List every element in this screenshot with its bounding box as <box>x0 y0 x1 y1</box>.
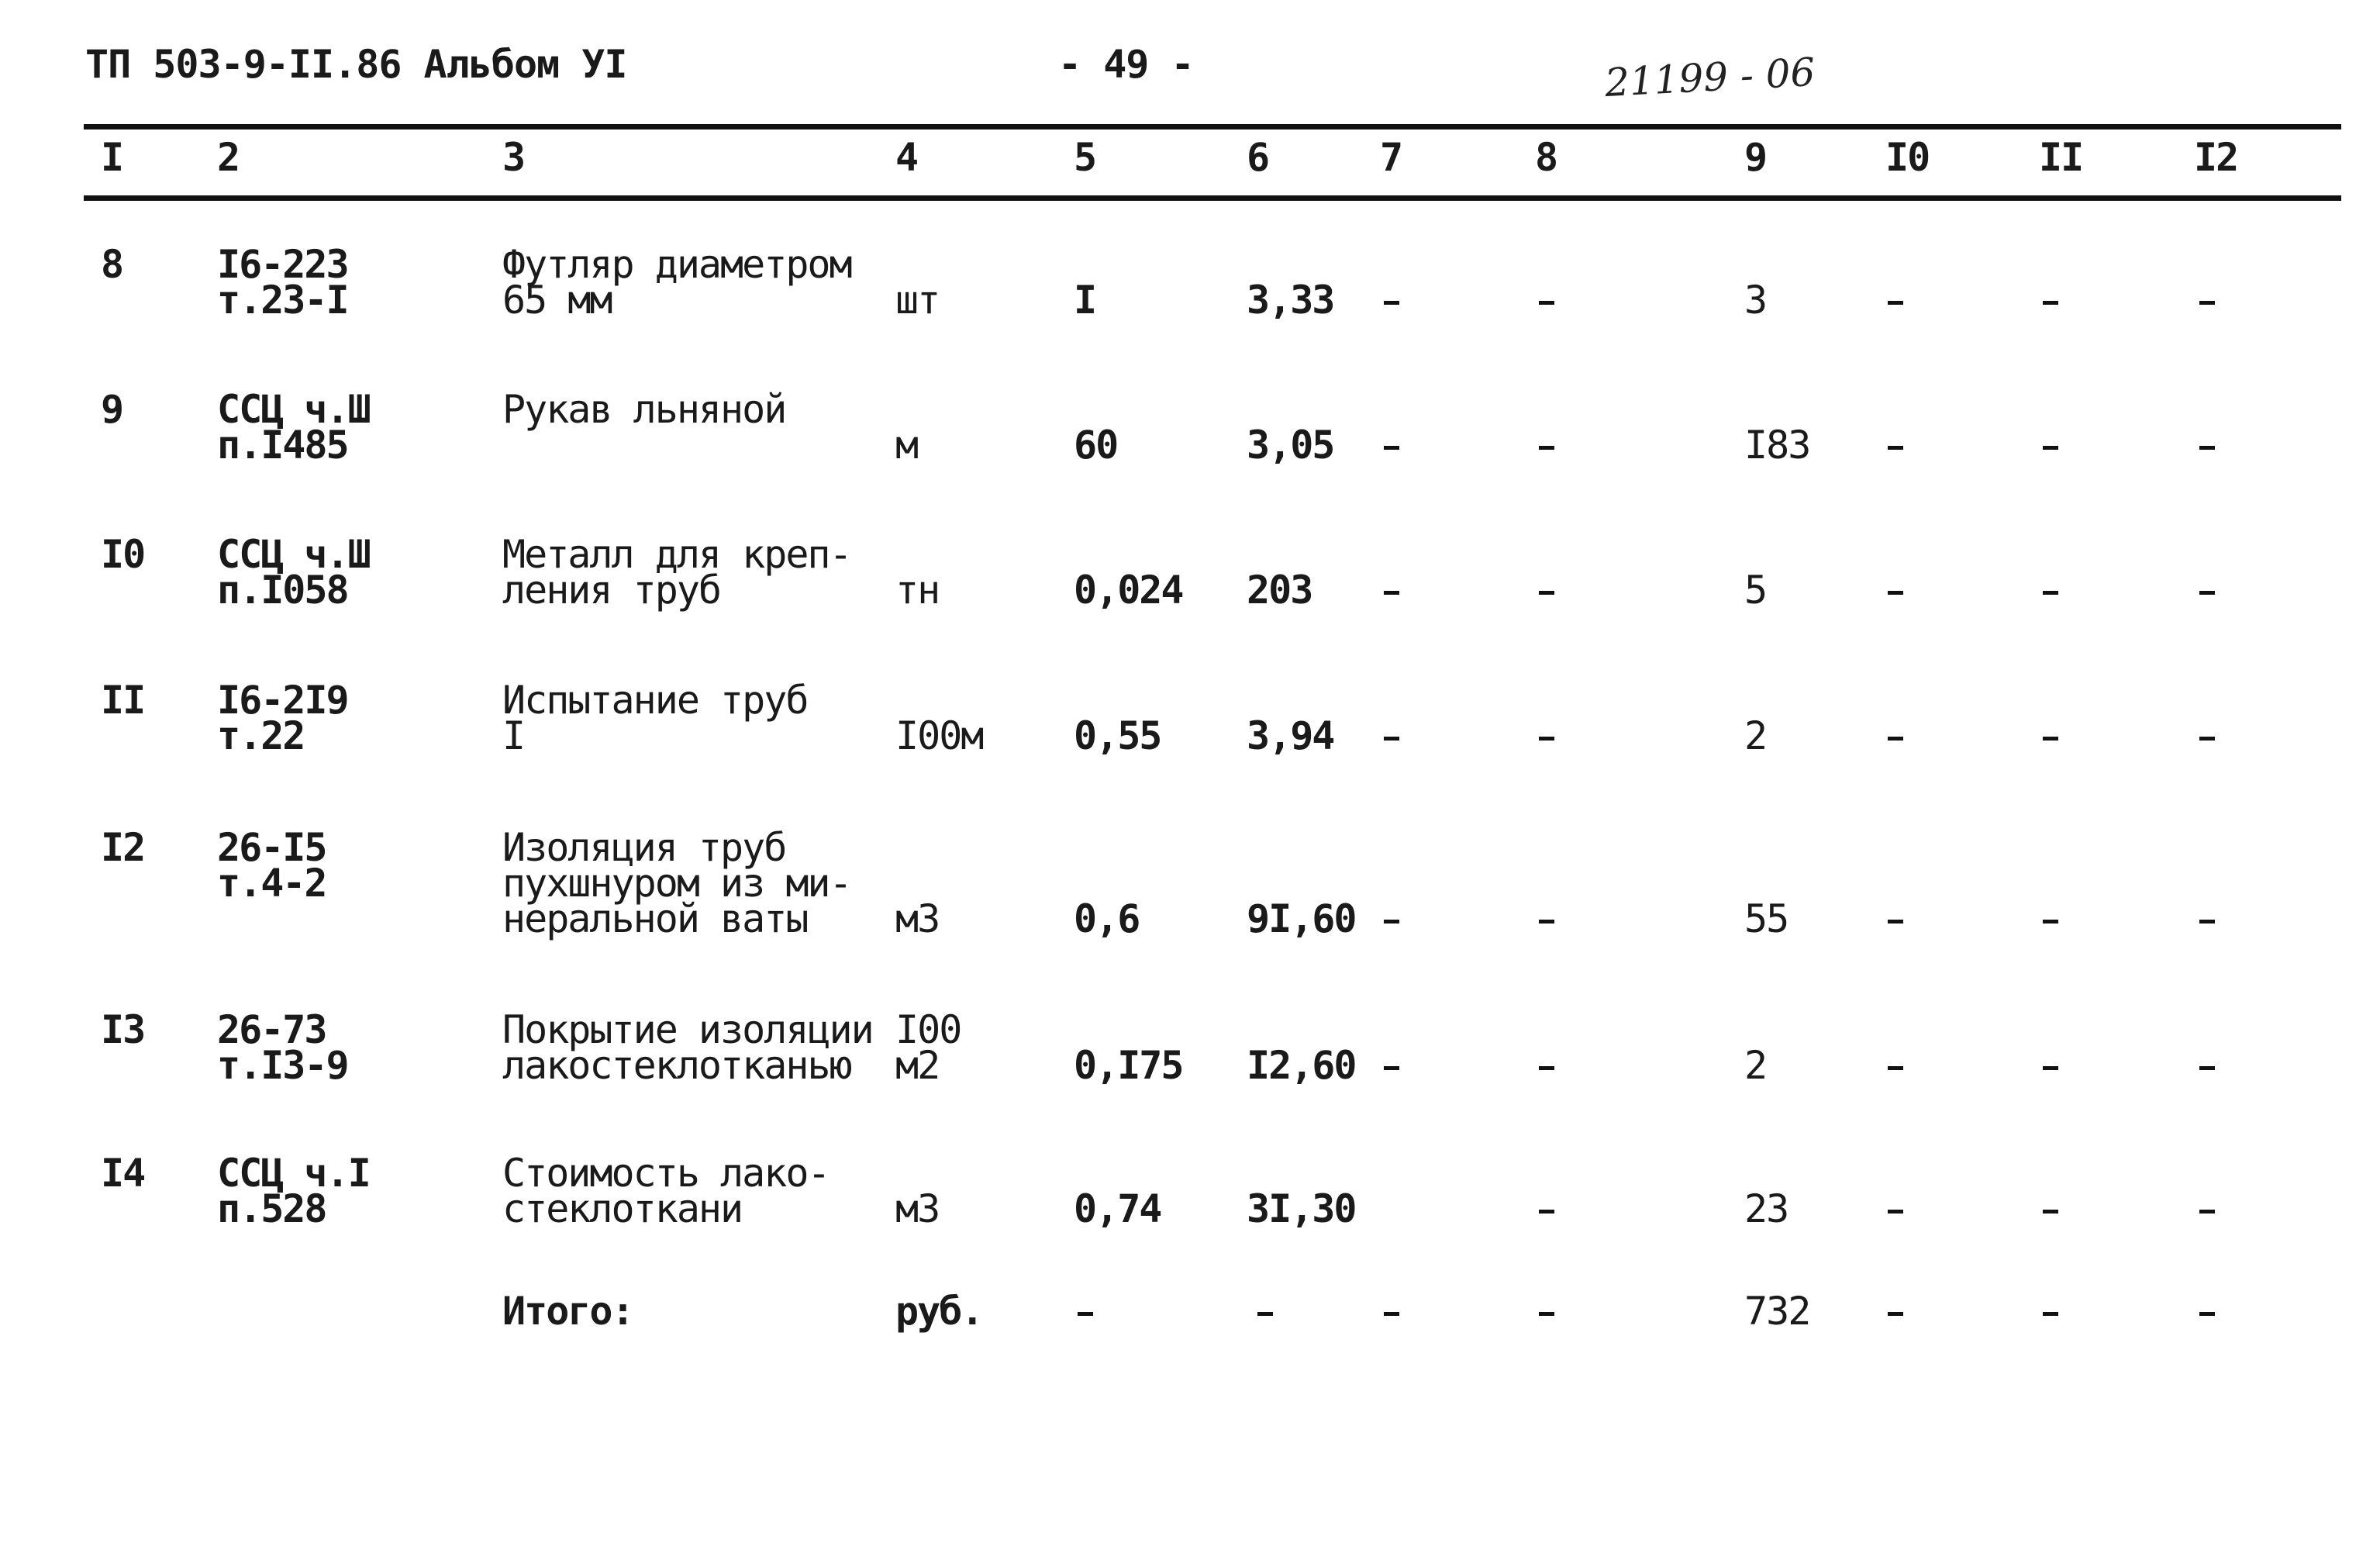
header-bottom-rule <box>84 195 2341 201</box>
col-7-dash <box>1384 737 1399 741</box>
col-11-dash <box>2043 591 2058 595</box>
total-sum: 732 <box>1744 1289 1810 1334</box>
column-header-4: 4 <box>895 135 918 180</box>
table-top-rule <box>84 124 2341 129</box>
total-label: Итого: <box>502 1289 633 1334</box>
col-12-dash <box>2199 1210 2215 1213</box>
total-unit: руб. <box>895 1289 983 1334</box>
col-12-dash <box>2199 446 2215 450</box>
work-name: Покрытие изоляции лакостеклотканью <box>502 1007 873 1088</box>
quantity-dash <box>1078 1312 1093 1316</box>
total-cost: 2 <box>1744 713 1767 758</box>
norm-code: I6-2I9 т.22 <box>217 678 348 758</box>
row-number: 9 <box>101 387 123 432</box>
norm-code: ССЦ ч.Ш п.I485 <box>217 387 370 468</box>
row-number: I2 <box>101 825 145 870</box>
total-cost: I83 <box>1744 423 1810 468</box>
col-10-dash <box>1888 1210 1903 1213</box>
col-8-dash <box>1539 737 1554 741</box>
unit: м3 <box>895 896 940 941</box>
total-cost: 2 <box>1744 1043 1767 1088</box>
quantity: I <box>1074 278 1096 323</box>
quantity: 0,6 <box>1074 896 1140 941</box>
column-header-2: 2 <box>217 135 240 180</box>
norm-code: ССЦ ч.I п.528 <box>217 1151 370 1231</box>
col-12-dash <box>2199 1066 2215 1070</box>
quantity: 60 <box>1074 423 1118 468</box>
col-12-dash <box>2199 301 2215 305</box>
column-header-11: II <box>2039 135 2083 180</box>
col-8-dash <box>1539 1066 1554 1070</box>
column-header-7: 7 <box>1380 135 1402 180</box>
col-11-dash <box>2043 301 2058 305</box>
column-header-10: I0 <box>1885 135 1930 180</box>
quantity: 0,024 <box>1074 568 1183 613</box>
col-8-dash <box>1539 591 1554 595</box>
column-header-12: I2 <box>2194 135 2238 180</box>
col-7-dash <box>1384 1312 1399 1316</box>
column-header-3: 3 <box>502 135 525 180</box>
unit: м3 <box>895 1186 940 1231</box>
col-7-dash <box>1384 446 1399 450</box>
norm-code: ССЦ ч.Ш п.I058 <box>217 532 370 613</box>
column-header-1: I <box>101 135 123 180</box>
col-11-dash <box>2043 1210 2058 1213</box>
unit-price: 3,33 <box>1247 278 1334 323</box>
col-12-dash <box>2199 1312 2215 1316</box>
unit-price-dash <box>1257 1312 1273 1316</box>
col-7-dash <box>1384 301 1399 305</box>
page-number: - 49 - <box>1058 42 1194 87</box>
col-8-dash <box>1539 446 1554 450</box>
col-10-dash <box>1888 737 1903 741</box>
handwritten-reference: 21199 - 06 <box>1603 49 1816 106</box>
work-name: Стоимость лако- стеклоткани <box>502 1151 830 1231</box>
quantity: 0,55 <box>1074 713 1161 758</box>
row-number: 8 <box>101 242 123 287</box>
col-12-dash <box>2199 591 2215 595</box>
unit-price: 3,05 <box>1247 423 1334 468</box>
col-10-dash <box>1888 591 1903 595</box>
col-7-dash <box>1384 920 1399 923</box>
col-10-dash <box>1888 301 1903 305</box>
col-8-dash <box>1539 920 1554 923</box>
col-10-dash <box>1888 1066 1903 1070</box>
unit-price: 9I,60 <box>1247 896 1356 941</box>
document-code: ТП 503-9-II.86 Альбом УI <box>85 42 627 87</box>
col-8-dash <box>1539 1312 1554 1316</box>
column-header-8: 8 <box>1535 135 1557 180</box>
work-name: Испытание труб I <box>502 678 808 758</box>
unit-price: 3I,30 <box>1247 1186 1356 1231</box>
col-11-dash <box>2043 446 2058 450</box>
col-10-dash <box>1888 1312 1903 1316</box>
norm-code: 26-I5 т.4-2 <box>217 825 326 906</box>
unit-price: 203 <box>1247 568 1312 613</box>
col-10-dash <box>1888 920 1903 923</box>
norm-code: I6-223 т.23-I <box>217 242 348 323</box>
work-name: Изоляция труб пухшнуром из ми- неральной ваты <box>502 825 851 941</box>
col-11-dash <box>2043 737 2058 741</box>
col-12-dash <box>2199 737 2215 741</box>
col-12-dash <box>2199 920 2215 923</box>
column-header-9: 9 <box>1744 135 1767 180</box>
unit: м <box>895 423 918 468</box>
total-cost: 3 <box>1744 278 1767 323</box>
quantity: 0,74 <box>1074 1186 1161 1231</box>
col-11-dash <box>2043 920 2058 923</box>
total-cost: 55 <box>1744 896 1788 941</box>
work-name: Металл для креп- ления труб <box>502 532 851 613</box>
col-11-dash <box>2043 1066 2058 1070</box>
norm-code: 26-73 т.I3-9 <box>217 1007 348 1088</box>
column-header-5: 5 <box>1074 135 1096 180</box>
col-10-dash <box>1888 446 1903 450</box>
unit: тн <box>895 568 940 613</box>
work-name: Рукав льняной <box>502 387 786 432</box>
work-name: Футляр диаметром 65 мм <box>502 242 851 323</box>
row-number: I0 <box>101 532 145 577</box>
col-7-dash <box>1384 591 1399 595</box>
total-cost: 5 <box>1744 568 1767 613</box>
col-7-dash <box>1384 1066 1399 1070</box>
col-8-dash <box>1539 1210 1554 1213</box>
col-8-dash <box>1539 301 1554 305</box>
unit: I00м <box>895 713 983 758</box>
unit-price: 3,94 <box>1247 713 1334 758</box>
row-number: I3 <box>101 1007 145 1052</box>
unit-price: I2,60 <box>1247 1043 1356 1088</box>
quantity: 0,I75 <box>1074 1043 1183 1088</box>
row-number: II <box>101 678 145 723</box>
col-11-dash <box>2043 1312 2058 1316</box>
total-cost: 23 <box>1744 1186 1788 1231</box>
unit: I00 м2 <box>895 1007 961 1088</box>
unit: шт <box>895 278 940 323</box>
column-header-6: 6 <box>1247 135 1269 180</box>
row-number: I4 <box>101 1151 145 1196</box>
